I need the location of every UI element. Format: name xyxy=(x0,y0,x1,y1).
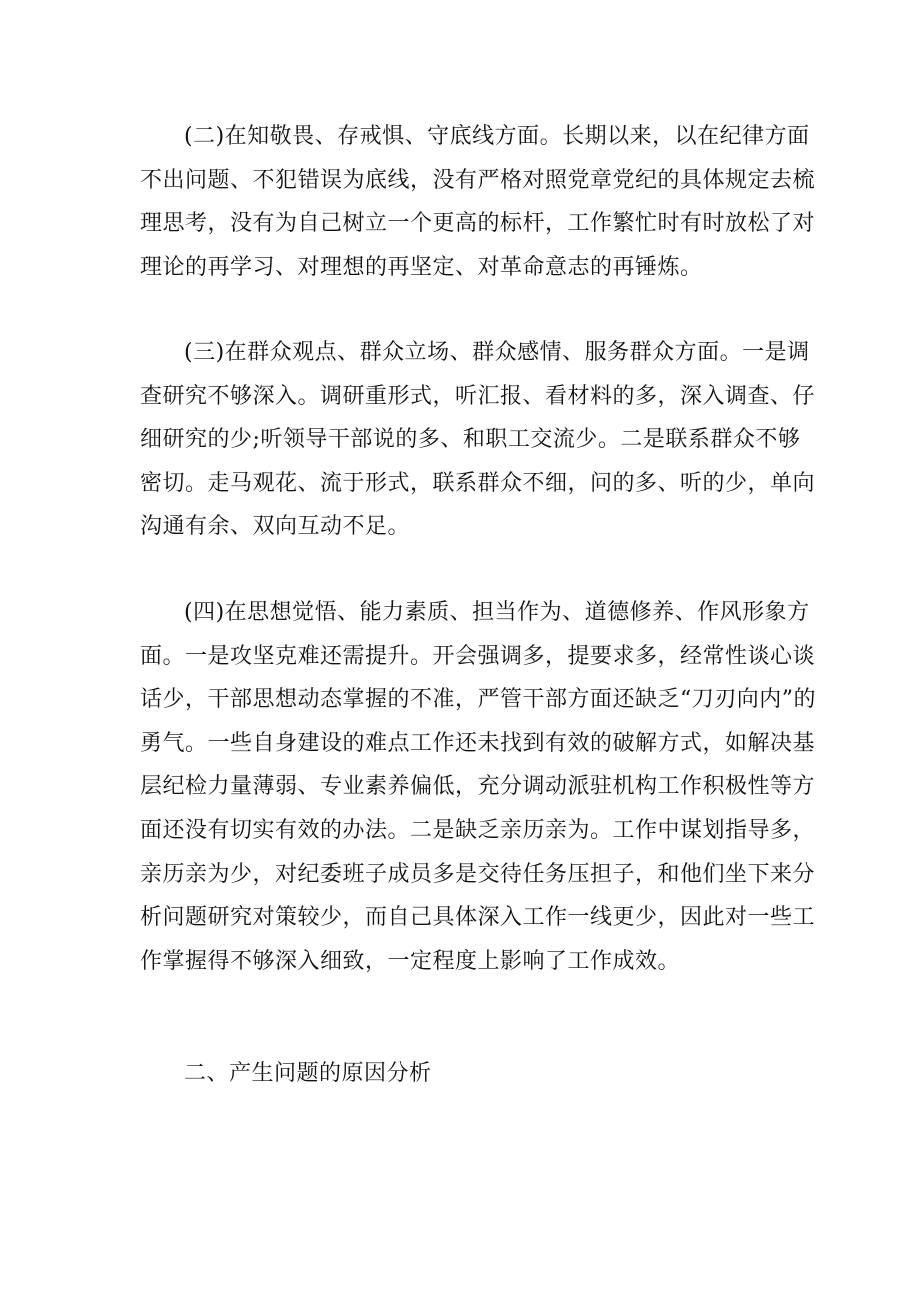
paragraph-line: 面还没有切实有效的办法。二是缺乏亲历亲为。工作中谋划指导多， xyxy=(140,817,816,843)
paragraph-line: 作掌握得不够深入细致，一定程度上影响了工作成效。 xyxy=(140,948,681,974)
paragraph-line: 析问题研究对策较少，而自己具体深入工作一线更少，因此对一些工 xyxy=(140,905,816,931)
section-heading-text: 二、产生问题的原因分析 xyxy=(184,1061,432,1086)
paragraph-line: 密切。走马观花、流于形式，联系群众不细，问的多、听的少，单向 xyxy=(140,470,816,496)
section-heading xyxy=(140,1052,785,1096)
paragraph-line: 勇气。一些自身建设的难点工作还未找到有效的破解方式，如解决基 xyxy=(140,730,816,756)
paragraph-line: 不出问题、不犯错误为底线，没有严格对照党章党纪的具体规定去梳 xyxy=(140,167,816,193)
paragraph-line: 细研究的少;听领导干部说的多、和职工交流少。二是联系群众不够 xyxy=(140,427,801,453)
paragraph-ideology xyxy=(140,591,816,983)
paragraph-line: (三)在群众观点、群众立场、群众感情、服务群众方面。一是调 xyxy=(184,340,810,365)
paragraph-line: 理论的再学习、对理想的再坚定、对革命意志的再锤炼。 xyxy=(140,254,703,280)
paragraph-line: 话少，干部思想动态掌握的不准，严管干部方面还缺乏“刀刃向内”的 xyxy=(140,687,816,713)
paragraph-line: 查研究不够深入。调研重形式，听汇报、看材料的多，深入调查、仔 xyxy=(140,383,816,409)
paragraph-line: (二)在知敬畏、存戒惧、守底线方面。长期以来，以在纪律方面 xyxy=(184,124,810,149)
paragraph-line: 层纪检力量薄弱、专业素养偏低，充分调动派驻机构工作积极性等方 xyxy=(140,774,816,800)
paragraph-line: 亲历亲为少，对纪委班子成员多是交待任务压担子，和他们坐下来分 xyxy=(140,861,816,887)
paragraph-line: 理思考，没有为自己树立一个更高的标杆，工作繁忙时有时放松了对 xyxy=(140,211,816,237)
paragraph-masses xyxy=(140,331,816,549)
paragraph-discipline xyxy=(140,115,816,289)
paragraph-line: (四)在思想觉悟、能力素质、担当作为、道德修养、作风形象方 xyxy=(184,600,810,625)
paragraph-line: 面。一是攻坚克难还需提升。开会强调多，提要求多，经常性谈心谈 xyxy=(140,643,816,669)
paragraph-line: 沟通有余、双向互动不足。 xyxy=(140,514,411,540)
